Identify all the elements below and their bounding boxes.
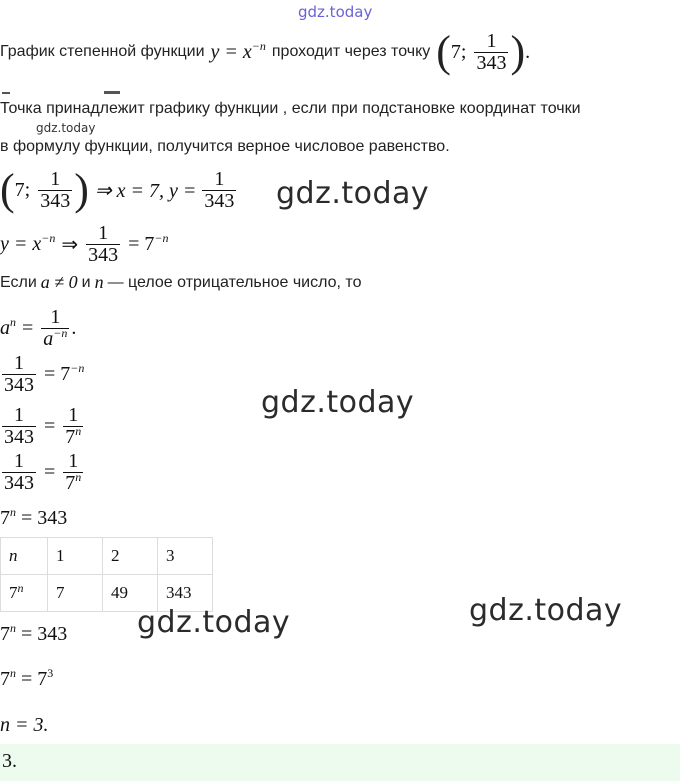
equation-line: $y = x^{-n}$ ⇒ $\frac{1}{343}$ = $7^{-n}$: [0, 222, 169, 266]
answer-box: [0, 744, 680, 781]
problem-formula: $y = x^{-n}$: [210, 38, 266, 63]
problem-point-x: 7;: [450, 40, 467, 63]
table-cell: 1: [48, 538, 103, 575]
rule-formula: $a^n$ = $\frac{1}{a^{-n}}$ .: [0, 306, 77, 350]
table-row: [1, 538, 213, 575]
answer-text: 3.: [2, 750, 17, 772]
table-cell: 7$^n$: [1, 575, 48, 612]
table-cell: 49: [103, 575, 158, 612]
after-table-c: n = 3.: [0, 714, 49, 736]
problem-point-fraction: $\frac{1}{343}$: [476, 29, 507, 74]
explanation-line-2: в формулу функции, получится верное числовое равенство.: [0, 138, 450, 155]
table-cell: 3: [158, 538, 213, 575]
watermark-big-1: gdz.today: [276, 176, 430, 211]
watermark-big-2: gdz.today: [261, 385, 415, 420]
table-cell: 343: [158, 575, 213, 612]
problem-text-after: проходит через точку: [271, 43, 431, 60]
after-table-a: 7$^n$ = 343: [0, 621, 68, 645]
step-1: $\frac{1}{343}$ = $7^{-n}$: [4, 351, 85, 396]
after-table-b: $7^n = 7^3$: [0, 666, 54, 690]
substitution-line: ( 7; $\frac{1}{343}$ ) ⇒ x = 7, y = $\frac{1}{343}$: [0, 165, 235, 214]
watermark-big-4: gdz.today: [137, 605, 291, 640]
rule-line: Если a ≠ 0 и n — целое отрицательное число, то: [0, 272, 362, 292]
watermark-small: gdz.today: [36, 121, 96, 135]
explanation-line-1: Точка принадлежит графику функции , если при подстановке координат точки: [0, 100, 581, 117]
step-2: $\frac{1}{343}$ = $\frac{1}{7^n}$: [4, 403, 82, 448]
powers-table: [0, 537, 213, 612]
step-3: $\frac{1}{343}$ = $\frac{1}{7^n}$: [4, 449, 82, 494]
step-4: 7$^n$ = 343: [0, 505, 68, 529]
problem-statement: График степенной функции $y = x^{-n}$ проходит через точку ( 7; $\frac{1}{343}$ ) .: [0, 27, 531, 76]
table-cell: 2: [103, 538, 158, 575]
table-cell: n: [1, 538, 48, 575]
problem-text-before: График степенной функции: [0, 43, 205, 60]
clipped-line: [0, 88, 140, 94]
table-cell: 7: [48, 575, 103, 612]
problem-tail: .: [525, 40, 531, 63]
watermark-top: gdz.today: [298, 3, 373, 21]
watermark-big-3: gdz.today: [469, 593, 623, 628]
